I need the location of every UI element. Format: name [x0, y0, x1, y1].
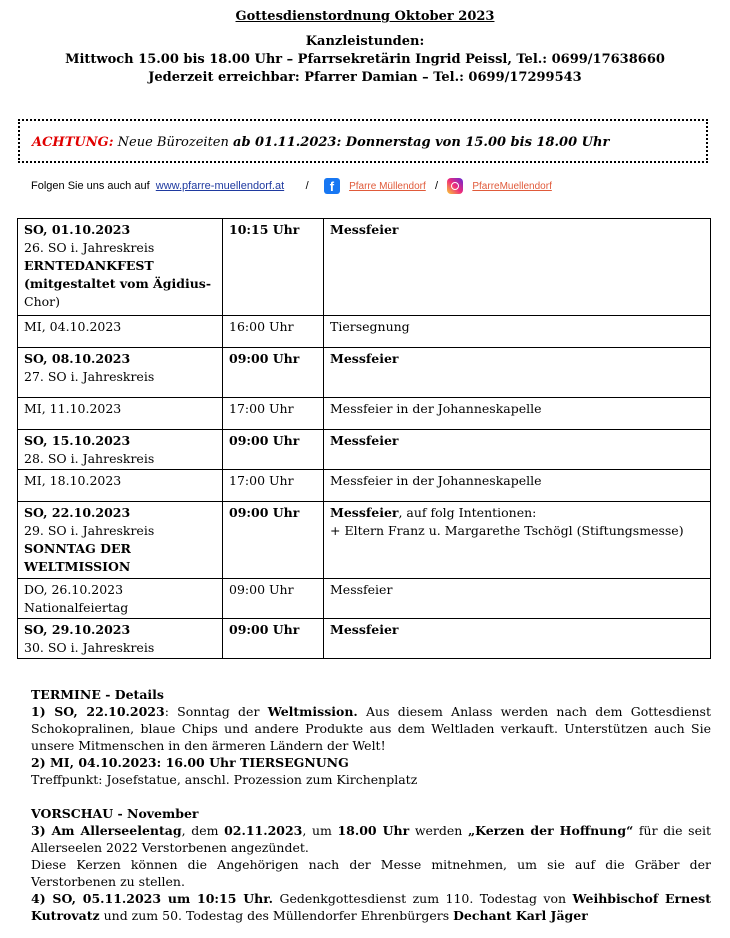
schedule-row [18, 430, 711, 470]
schedule-date: MI, 04.10.2023 [24, 319, 122, 334]
schedule-event-cell [324, 619, 711, 659]
schedule-event-cell [324, 219, 711, 316]
office-hours-heading: Kanzleistunden: [305, 34, 425, 49]
schedule-date-cell [18, 430, 223, 470]
schedule-row [18, 219, 711, 316]
page-title: Gottesdienstordnung Oktober 2023 [235, 9, 495, 24]
v4-a: 4) SO, 05.11.2023 um 10:15 Uhr. [31, 891, 274, 906]
website-link[interactable]: www.pfarre-muellendorf.at [155, 179, 285, 192]
schedule-date-note: 28. SO i. Jahreskreis [24, 451, 155, 466]
termine-item-1-rest: Aus diesem Anlass werden nach dem Gottesdienst Schokopralinen, blaue Chips und andere Produkte aus dem Weltladen verkauft. Unterstützen auch Sie unsere Mitmenschen in den ärmeren Ländern der Welt! [31, 704, 711, 753]
schedule-event-title: Messfeier [330, 351, 399, 366]
schedule-date-note: ERNTEDANKFEST [24, 258, 154, 273]
schedule-event-title: Tiersegnung [330, 319, 410, 334]
schedule-date-note: 26. SO i. Jahreskreis [24, 240, 155, 255]
schedule-event-title: Messfeier in der Johanneskapelle [330, 401, 542, 416]
schedule-row [18, 502, 711, 579]
termine-item-1-emph: Weltmission. [267, 704, 358, 719]
schedule-event-cell [324, 398, 711, 430]
vorschau-item-3-cont: Diese Kerzen können die Angehörigen nach der Messe mitnehmen, um sie auf die Gräber der Verstorbenen zu stellen. [31, 857, 711, 889]
pastor-contact-line: Jederzeit erreichbar: Pfarrer Damian – Tel.: 0699/17299543 [148, 70, 582, 85]
schedule-row [18, 348, 711, 398]
schedule-event-cell [324, 316, 711, 348]
schedule-date-cell [18, 619, 223, 659]
schedule-date: SO, 15.10.2023 [24, 433, 131, 448]
facebook-link[interactable]: Pfarre Müllendorf [349, 180, 426, 192]
separator-1: / [305, 179, 309, 192]
schedule-date: MI, 11.10.2023 [24, 401, 122, 416]
schedule-time: 17:00 Uhr [223, 398, 324, 430]
schedule-event-cell [324, 470, 711, 502]
vorschau-item-4 [31, 890, 711, 924]
follow-text: Folgen Sie uns auch auf [31, 179, 150, 192]
schedule-time: 09:00 Uhr [223, 619, 324, 659]
termine-item-1-text: : Sonntag der [164, 704, 268, 719]
v3-h: „Kerzen der Hoffnung“ [467, 823, 634, 838]
separator-2: / [434, 179, 439, 192]
v4-d: und zum 50. Todestag des Müllendorfer Ehrenbürgers [99, 908, 454, 923]
schedule-row [18, 579, 711, 619]
schedule-event-title: Messfeier [330, 222, 399, 237]
v4-b: Gedenkgottesdienst zum 110. Todestag von [273, 891, 573, 906]
schedule-event [330, 621, 704, 639]
schedule-event [330, 432, 704, 450]
details-section [31, 686, 711, 924]
schedule-date: SO, 08.10.2023 [24, 351, 131, 366]
notice-text-part1: Neue Bürozeiten [113, 135, 234, 150]
schedule-date-note: 27. SO i. Jahreskreis [24, 369, 155, 384]
v3-g: werden [409, 823, 468, 838]
schedule-time: 16:00 Uhr [223, 316, 324, 348]
schedule-date-cell [18, 502, 223, 579]
schedule-date-cell [18, 348, 223, 398]
v3-a: 3) Am [31, 823, 81, 838]
schedule-date-cell [18, 316, 223, 348]
schedule-date-note: SONNTAG DER [24, 541, 131, 556]
schedule-event [330, 504, 704, 522]
termine-item-1-date: 1) SO, 22.10.2023 [31, 704, 165, 719]
schedule-time: 10:15 Uhr [223, 219, 324, 316]
v4-e: Dechant Karl Jäger [453, 908, 588, 923]
schedule-date-cell [18, 470, 223, 502]
termine-heading: TERMINE - Details [31, 687, 164, 702]
schedule-date: SO, 01.10.2023 [24, 222, 131, 237]
schedule-row [18, 619, 711, 659]
v3-c: , dem [181, 823, 225, 838]
schedule-event [330, 472, 704, 490]
schedule-date: SO, 22.10.2023 [24, 505, 131, 520]
schedule-table [17, 218, 711, 659]
schedule-date-note: (mitgestaltet vom Ägidius- [24, 276, 212, 291]
notice-text [32, 135, 609, 150]
notice-text-part2: ab 01.11.2023: Donnerstag von 15.00 bis 18.00 Uhr [233, 135, 610, 150]
schedule-date: SO, 29.10.2023 [24, 622, 131, 637]
office-hours-line: Mittwoch 15.00 bis 18.00 Uhr – Pfarrsekretärin Ingrid Peissl, Tel.: 0699/17638660 [65, 52, 665, 67]
schedule-event-cell [324, 348, 711, 398]
social-links [31, 178, 552, 194]
schedule-date-cell [18, 398, 223, 430]
instagram-link[interactable]: PfarreMuellendorf [472, 180, 552, 192]
instagram-icon[interactable] [447, 178, 463, 194]
schedule-event-title: Messfeier [330, 622, 399, 637]
vorschau-heading: VORSCHAU - November [31, 806, 199, 821]
schedule-date: DO, 26.10.2023 [24, 582, 124, 597]
facebook-icon[interactable]: f [324, 178, 340, 194]
schedule-date-note: 29. SO i. Jahreskreis [24, 523, 155, 538]
termine-item-1 [31, 703, 711, 754]
schedule-date-note: 30. SO i. Jahreskreis [24, 640, 155, 655]
schedule-event-title: Messfeier [330, 582, 393, 597]
schedule-time: 09:00 Uhr [223, 430, 324, 470]
schedule-event [330, 350, 704, 368]
vorschau-item-3 [31, 822, 711, 856]
schedule-row [18, 316, 711, 348]
schedule-date-note: Nationalfeiertag [24, 600, 129, 615]
schedule-event-title: Messfeier [330, 433, 399, 448]
v3-b: Allerseelentag [80, 823, 182, 838]
schedule-time: 09:00 Uhr [223, 348, 324, 398]
schedule-event-cell [324, 579, 711, 619]
termine-item-2: 2) MI, 04.10.2023: 16.00 Uhr TIERSEGNUNG [31, 755, 349, 770]
schedule-event-extra: + Eltern Franz u. Margarethe Tschögl (Stiftungsmesse) [330, 523, 684, 538]
schedule-event-cell [324, 502, 711, 579]
notice-label: ACHTUNG: [32, 135, 114, 150]
schedule-event-title: Messfeier [330, 505, 399, 520]
schedule-event-suffix: , auf folg Intentionen: [398, 505, 537, 520]
schedule-event [330, 221, 704, 239]
schedule-date-cell [18, 219, 223, 316]
schedule-date-cell [18, 579, 223, 619]
schedule-row [18, 398, 711, 430]
termine-item-2-detail: Treffpunkt: Josefstatue, anschl. Prozession zum Kirchenplatz [31, 772, 418, 787]
schedule-event [330, 400, 704, 418]
v3-i: für die seit Allerseelen 2022 Verstorbenen angezündet. [31, 823, 711, 855]
v4-c: Weihbischof Ernest Kutrovatz [31, 891, 711, 923]
notice-box [18, 119, 708, 163]
schedule-time: 09:00 Uhr [223, 502, 324, 579]
schedule-row [18, 470, 711, 502]
v3-d: 02.11.2023 [224, 823, 303, 838]
schedule-date-note: WELTMISSION [24, 559, 131, 574]
schedule-event-cell [324, 430, 711, 470]
schedule-date: MI, 18.10.2023 [24, 473, 122, 488]
v3-f: 18.00 Uhr [337, 823, 410, 838]
schedule-time: 09:00 Uhr [223, 579, 324, 619]
schedule-date-note: Chor) [24, 294, 60, 309]
schedule-event [330, 581, 704, 599]
schedule-time: 17:00 Uhr [223, 470, 324, 502]
schedule-event-title: Messfeier in der Johanneskapelle [330, 473, 542, 488]
schedule-event [330, 318, 704, 336]
v3-e: , um [302, 823, 338, 838]
